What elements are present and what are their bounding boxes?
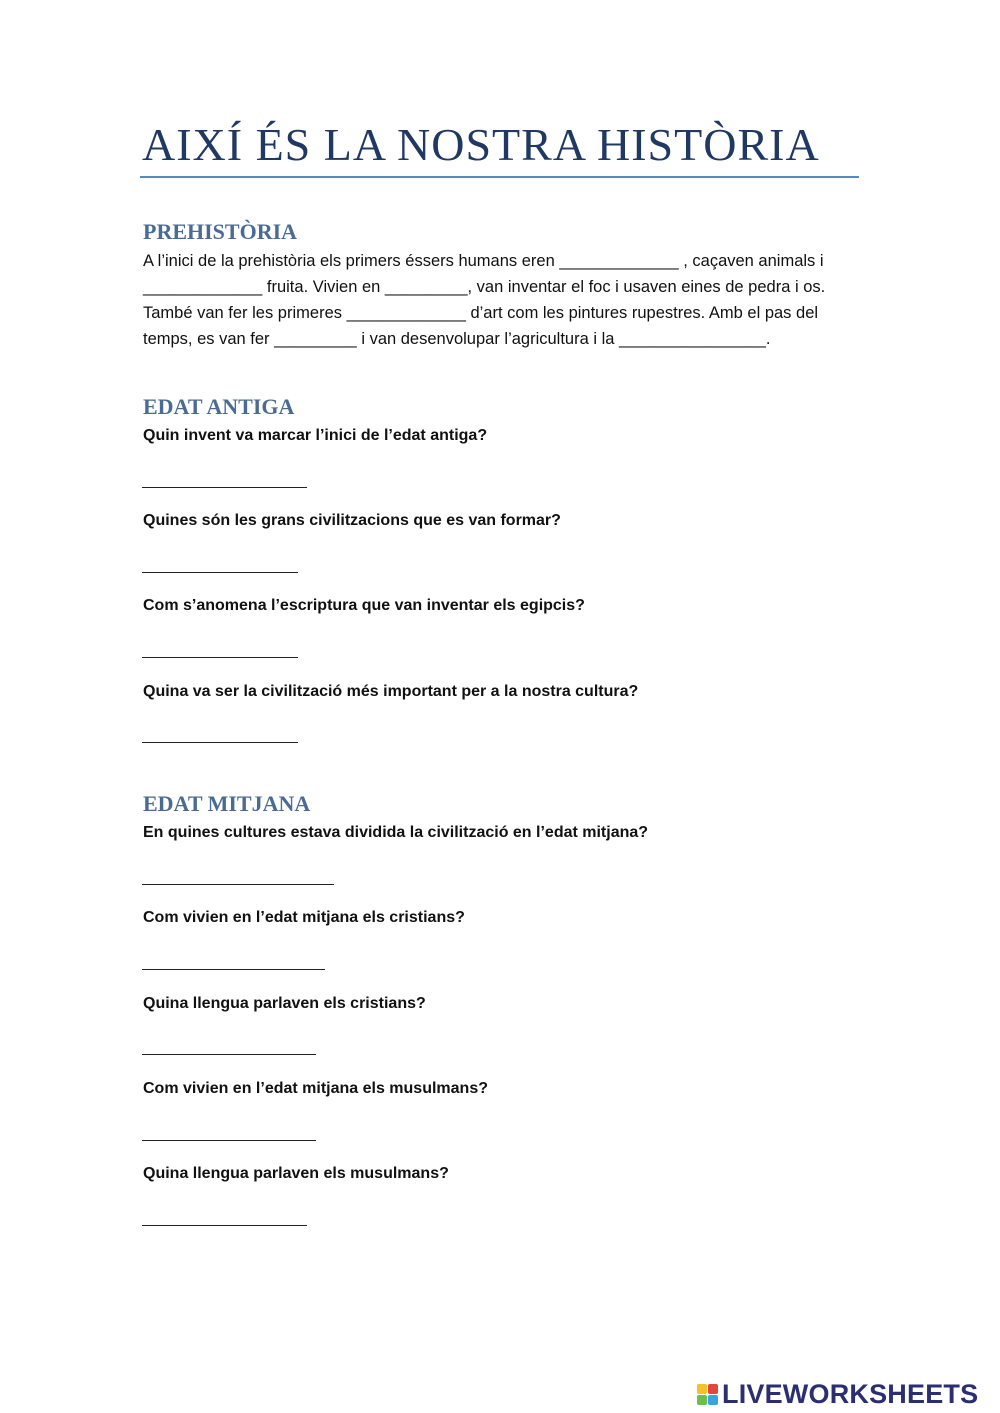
logo-square-4	[708, 1395, 718, 1405]
title-underline	[140, 176, 859, 178]
page-title: AIXÍ ÉS LA NOSTRA HISTÒRIA	[142, 119, 820, 170]
text: fruita. Vivien en	[262, 278, 385, 296]
question-antiga-3: Com s’anomena l’escriptura que van inventar els egipcis?	[143, 597, 585, 614]
answer-field-antiga-2[interactable]	[142, 572, 298, 573]
question-mitjana-5: Quina llengua parlaven els musulmans?	[143, 1165, 449, 1182]
question-mitjana-3: Quina llengua parlaven els cristians?	[143, 995, 426, 1012]
question-antiga-2: Quines són les grans civilitzacions que es van formar?	[143, 512, 561, 529]
liveworksheets-logo	[697, 1378, 978, 1410]
paragraph-line	[143, 248, 863, 274]
fill-blank-2[interactable]: _____________	[143, 278, 263, 296]
question-mitjana-1: En quines cultures estava dividida la civilització en l’edat mitjana?	[143, 824, 649, 841]
text: A l’inici de la prehistòria els primers éssers humans eren	[143, 252, 560, 270]
logo-text: LIVEWORKSHEETS	[722, 1378, 979, 1409]
text: d’art com les pintures rupestres. Amb el pas del	[465, 304, 819, 322]
fill-blank-5[interactable]: _________	[274, 330, 357, 348]
paragraph-line	[143, 326, 863, 352]
fill-blank-3[interactable]: _________	[384, 278, 468, 296]
question-mitjana-4: Com vivien en l’edat mitjana els musulmans?	[143, 1080, 488, 1097]
text: temps, es van fer	[143, 330, 275, 348]
text: , caçaven animals i	[678, 252, 824, 270]
logo-square-2	[708, 1384, 718, 1394]
section-heading-edat-antiga: EDAT ANTIGA	[143, 394, 295, 419]
fill-blank-6[interactable]: ________________.	[619, 330, 771, 348]
paragraph-line	[143, 300, 863, 326]
question-antiga-4: Quina va ser la civilització més important per a la nostra cultura?	[143, 683, 639, 700]
section-heading-edat-mitjana: EDAT MITJANA	[143, 791, 311, 816]
answer-field-antiga-4[interactable]	[142, 742, 298, 743]
answer-field-mitjana-3[interactable]	[142, 1054, 316, 1055]
answer-field-antiga-1[interactable]	[142, 487, 307, 488]
text: També van fer les primeres	[143, 304, 347, 322]
text: i van desenvolupar l’agricultura i la	[356, 330, 620, 348]
answer-field-mitjana-4[interactable]	[142, 1140, 316, 1141]
answer-field-antiga-3[interactable]	[142, 657, 298, 658]
fill-blank-1[interactable]: _____________	[559, 252, 679, 270]
answer-field-mitjana-5[interactable]	[142, 1225, 307, 1226]
logo-square-3	[697, 1395, 707, 1405]
answer-field-mitjana-2[interactable]	[142, 969, 325, 970]
answer-field-mitjana-1[interactable]	[142, 884, 334, 885]
prehistoria-paragraph	[143, 248, 863, 352]
section-heading-prehistoria: PREHISTÒRIA	[143, 219, 298, 244]
logo-square-1	[697, 1384, 707, 1394]
text: , van inventar el foc i usaven eines de pedra i os.	[467, 278, 826, 296]
paragraph-line	[143, 274, 863, 300]
question-antiga-1: Quin invent va marcar l’inici de l’edat antiga?	[143, 427, 488, 444]
question-mitjana-2: Com vivien en l’edat mitjana els cristians?	[143, 909, 465, 926]
fill-blank-4[interactable]: _____________	[346, 304, 466, 322]
logo-mark-icon	[697, 1384, 718, 1405]
